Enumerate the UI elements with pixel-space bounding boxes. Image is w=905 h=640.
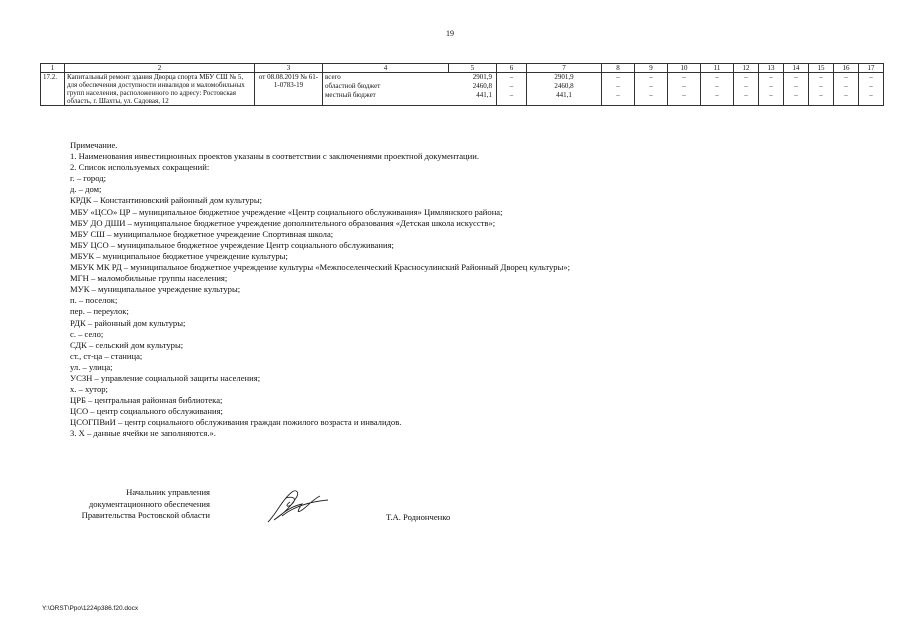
- dash-value: –: [769, 73, 773, 81]
- source-label: всего: [325, 73, 341, 81]
- column-header: 1: [41, 64, 65, 73]
- dash-cell: [859, 73, 884, 106]
- dash-value: –: [844, 73, 848, 81]
- column-header: 6: [497, 64, 527, 73]
- dash-value: –: [715, 82, 719, 90]
- source-amount: 2901,9: [472, 73, 492, 81]
- note-line: Примечание.: [70, 140, 118, 150]
- source-label: областной бюджет: [325, 82, 381, 90]
- note-line: МБУК МК РД – муниципальное бюджетное учреждение культуры «Межпоселенческий Красносулинский Районный Дворец культуры»;: [70, 262, 571, 273]
- column-header: 5: [449, 64, 497, 73]
- dash-value: –: [869, 91, 873, 99]
- dash-value: –: [616, 73, 620, 81]
- dash-value: –: [682, 91, 686, 99]
- note-line: УСЗН – управление социальной защиты населения;: [70, 372, 261, 383]
- cell-value: 441,1: [556, 91, 572, 99]
- dash-value: –: [794, 82, 798, 90]
- note-line: ЦСО – центр социального обслуживания;: [70, 406, 223, 417]
- column-header: 8: [602, 64, 635, 73]
- dash-cell: [784, 73, 809, 106]
- dash-value: –: [819, 82, 823, 90]
- note-line: МБУК – муниципальное бюджетное учреждение культуры;: [70, 250, 288, 261]
- note-line: ул. – улица;: [70, 361, 113, 372]
- note-line: МГН – маломобильные группы населения;: [70, 273, 228, 284]
- column-header: 14: [784, 64, 809, 73]
- project-document: от 08.08.2019 № 61-1-0783-19: [255, 73, 323, 106]
- source-amount: 441,1: [476, 91, 492, 99]
- dash-cell: [734, 73, 759, 106]
- note-line: МУК – муниципальное учреждение культуры;: [70, 284, 241, 295]
- dash-value: –: [616, 91, 620, 99]
- note-line: СДК – сельский дом культуры;: [70, 339, 184, 350]
- note-line: п. – поселок;: [70, 295, 118, 306]
- note-line: КРДК – Константиновский районный дом культуры;: [70, 195, 263, 206]
- project-name: Капитальный ремонт здания Дворца спорта МБУ СШ № 5, для обеспечения доступности инвалидов и маломобильных групп населения, расположенного по адресу: Ростовская область, г. Шахты, ул. Садовая, 12: [65, 73, 255, 106]
- signatory-line: Начальник управления: [126, 487, 210, 497]
- cell-value: –: [509, 73, 514, 81]
- dash-cell: [759, 73, 784, 106]
- cell-value: –: [509, 82, 514, 90]
- dash-cell: [668, 73, 701, 106]
- dash-value: –: [649, 73, 653, 81]
- source-amount: 2460,8: [472, 82, 492, 90]
- col7-values: [527, 73, 602, 106]
- note-line: МБУ ДО ДШИ – муниципальное бюджетное учреждение дополнительного образования «Детская школа искусств»;: [70, 217, 496, 228]
- dash-cell: [701, 73, 734, 106]
- column-header: 10: [668, 64, 701, 73]
- column-header: 9: [635, 64, 668, 73]
- funding-sources: [323, 73, 497, 106]
- note-line: 2. Список используемых сокращений:: [70, 162, 210, 173]
- dash-cell: [834, 73, 859, 106]
- page-number: 19: [446, 29, 454, 38]
- dash-value: –: [794, 73, 798, 81]
- dash-value: –: [616, 82, 620, 90]
- dash-value: –: [649, 91, 653, 99]
- note-line: РДК – районный дом культуры;: [70, 317, 186, 328]
- note-line: 1. Наименования инвестиционных проектов указаны в соответствии с заключениями проектной документации.: [70, 151, 480, 162]
- column-header: 17: [859, 64, 884, 73]
- signatory-name: Т.А. Родионченко: [386, 512, 451, 522]
- dash-value: –: [744, 82, 748, 90]
- dash-value: –: [769, 82, 773, 90]
- col6-values: [497, 73, 527, 106]
- note-line: ЦСОГПВиИ – центр социального обслуживания граждан пожилого возраста и инвалидов.: [70, 417, 402, 428]
- column-header: 13: [759, 64, 784, 73]
- handwritten-signature: [262, 486, 332, 528]
- dash-value: –: [715, 73, 719, 81]
- notes-block: [70, 140, 570, 440]
- dash-value: –: [682, 73, 686, 81]
- dash-value: –: [819, 73, 823, 81]
- signatory-title: [40, 487, 210, 522]
- dash-value: –: [769, 91, 773, 99]
- note-line: д. – дом;: [70, 184, 102, 195]
- file-path: Y:\ORST\Ppo\1224p386.f20.docx: [42, 605, 139, 612]
- row-number: 17.2.: [41, 73, 65, 106]
- signatory-line: документационного обеспечения: [88, 498, 210, 509]
- dash-value: –: [844, 82, 848, 90]
- dash-value: –: [819, 91, 823, 99]
- dash-cell: [602, 73, 635, 106]
- note-line: х. – хутор;: [70, 384, 108, 395]
- dash-value: –: [869, 82, 873, 90]
- note-line: пер. – переулок;: [70, 306, 129, 317]
- dash-value: –: [744, 91, 748, 99]
- dash-value: –: [682, 82, 686, 90]
- column-header: 12: [734, 64, 759, 73]
- note-line: г. – город;: [70, 173, 107, 184]
- column-header: 16: [834, 64, 859, 73]
- dash-value: –: [794, 91, 798, 99]
- column-header: 4: [323, 64, 449, 73]
- cell-value: 2901,9: [554, 73, 574, 81]
- column-header: 7: [527, 64, 602, 73]
- column-header: 2: [65, 64, 255, 73]
- note-line: МБУ «ЦСО» ЦР – муниципальное бюджетное учреждение «Центр социального обслуживания» Цимлянского района;: [70, 206, 503, 217]
- dash-value: –: [649, 82, 653, 90]
- dash-value: –: [744, 73, 748, 81]
- note-line: МБУ СШ – муниципальное бюджетное учреждение Спортивная школа;: [70, 228, 334, 239]
- source-label: местный бюджет: [325, 91, 376, 99]
- dash-value: –: [869, 73, 873, 81]
- column-header: 3: [255, 64, 323, 73]
- note-line: ЦРБ – центральная районная библиотека;: [70, 395, 223, 406]
- note-line: МБУ ЦСО – муниципальное бюджетное учреждение Центр социального обслуживания;: [70, 239, 394, 250]
- column-header: 15: [809, 64, 834, 73]
- note-line: с. – село;: [70, 328, 104, 339]
- signatory-line: Правительства Ростовской области: [81, 510, 210, 520]
- note-line: ст., ст-ца – станица;: [70, 350, 143, 361]
- dash-cell: [635, 73, 668, 106]
- cell-value: –: [509, 91, 514, 99]
- dash-value: –: [715, 91, 719, 99]
- dash-cell: [809, 73, 834, 106]
- column-header: 11: [701, 64, 734, 73]
- dash-value: –: [844, 91, 848, 99]
- budget-table: [40, 63, 884, 106]
- table-header-row: [41, 64, 884, 73]
- cell-value: 2460,8: [554, 82, 574, 90]
- table-row: [41, 73, 884, 106]
- note-line: 3. Х – данные ячейки не заполняются.».: [70, 428, 216, 439]
